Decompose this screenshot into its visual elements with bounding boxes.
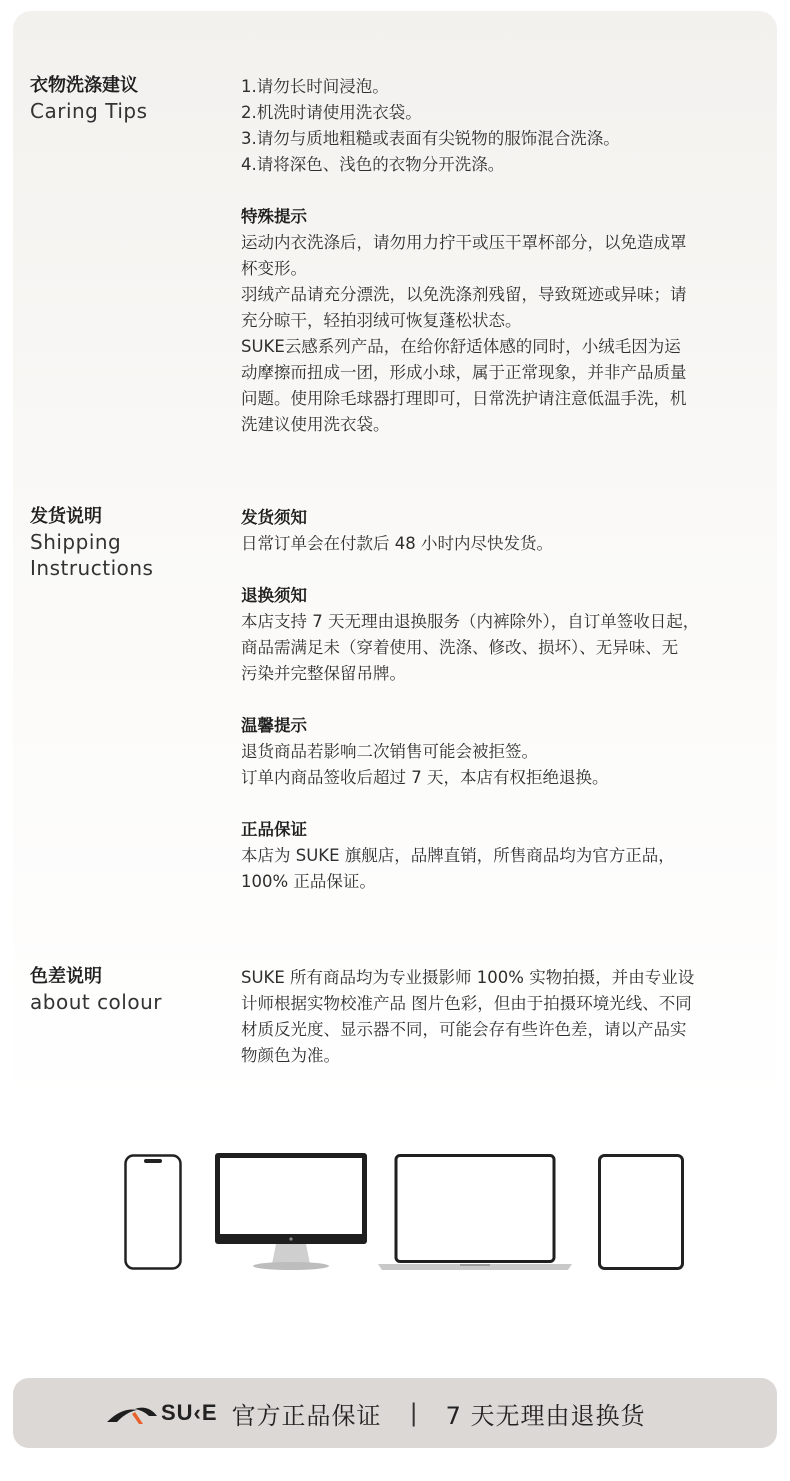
caring-subtitle: Caring Tips <box>30 99 148 123</box>
caring-title: 衣物洗涤建议 <box>30 75 138 96</box>
return-notice-line: 商品需满足未（穿着使用、洗涤、修改、损坏）、无异味、无 <box>241 638 679 657</box>
caring-tip: 3.请勿与质地粗糙或表面有尖锐物的服饰混合洗涤。 <box>241 129 620 148</box>
shipping-subtitle-line1: Shipping <box>30 530 122 554</box>
footer-guarantee: 官方正品保证 <box>231 1401 382 1430</box>
footer-banner <box>13 1378 777 1448</box>
caring-tip: 2.机洗时请使用洗衣袋。 <box>241 103 422 122</box>
special-tip-line: 充分晾干，轻拍羽绒可恢复蓬松状态。 <box>241 311 522 330</box>
caring-tip: 4.请将深色、浅色的衣物分开洗涤。 <box>241 155 505 174</box>
special-tip-line: 问题。使用除毛球器打理即可，日常洗护请注意低温手洗，机 <box>241 389 687 408</box>
colour-body <box>241 965 761 1069</box>
special-tip-line: 动摩擦而扭成一团，形成小球，属于正常现象，并非产品质量 <box>241 363 687 382</box>
special-tips-title: 特殊提示 <box>241 207 307 226</box>
special-tips <box>241 204 761 438</box>
colour-subtitle: about colour <box>30 990 162 1014</box>
return-notice-title: 退换须知 <box>241 586 307 605</box>
colour-line: 材质反光度、显示器不同，可能会存有些许色差，请以产品实 <box>241 1020 687 1039</box>
colour-line: 计师根据实物校准产品 图片色彩，但由于拍摄环境光线、不同 <box>241 994 692 1013</box>
caring-body <box>241 74 761 464</box>
authentic-guarantee-line: 本店为 SUKE 旗舰店，品牌直销，所售商品均为官方正品， <box>241 846 675 865</box>
warm-tips <box>241 713 761 791</box>
warm-tips-line: 退货商品若影响二次销售可能会被拒签。 <box>241 742 538 761</box>
shipping-notice <box>241 505 761 557</box>
laptop-icon <box>376 1154 574 1272</box>
shipping-notice-title: 发货须知 <box>241 508 307 527</box>
special-tip-line: 运动内衣洗涤后，请勿用力拧干或压干罩杯部分，以免造成罩 <box>241 233 687 252</box>
shipping-notice-line: 日常订单会在付款后 48 小时内尽快发货。 <box>241 534 553 553</box>
suke-logo-text: SU‹E <box>161 1400 218 1425</box>
colour-title: 色差说明 <box>30 966 102 987</box>
colour-label <box>30 965 230 1015</box>
tablet-icon <box>598 1154 684 1270</box>
info-card <box>13 11 777 1121</box>
shipping-subtitle-line2: Instructions <box>30 556 154 580</box>
authentic-guarantee <box>241 817 761 895</box>
caring-label <box>30 74 230 124</box>
authentic-guarantee-line: 100% 正品保证。 <box>241 872 376 891</box>
return-notice-line: 本店支持 7 天无理由退换服务（内裤除外），自订单签收日起， <box>241 612 700 631</box>
footer-content <box>105 1378 646 1448</box>
devices-illustration <box>0 1140 790 1280</box>
shipping-body <box>241 505 761 921</box>
special-tip-line: 洗建议使用洗衣袋。 <box>241 415 390 434</box>
caring-tips-list <box>241 74 761 178</box>
return-notice-line: 污染并完整保留吊牌。 <box>241 664 406 683</box>
special-tip-line: 杯变形。 <box>241 259 307 278</box>
monitor-icon <box>214 1152 368 1272</box>
footer-returns: 7 天无理由退换货 <box>445 1401 646 1430</box>
shipping-title: 发货说明 <box>30 506 102 527</box>
caring-tip: 1.请勿长时间浸泡。 <box>241 77 389 96</box>
warm-tips-title: 温馨提示 <box>241 716 307 735</box>
colour-line: SUKE 所有商品均为专业摄影师 100% 实物拍摄，并由专业设 <box>241 968 695 987</box>
suke-logo <box>105 1400 218 1426</box>
phone-icon <box>124 1154 182 1270</box>
warm-tips-line: 订单内商品签收后超过 7 天，本店有权拒绝退换。 <box>241 768 609 787</box>
special-tip-line: 羽绒产品请充分漂洗，以免洗涤剂残留，导致斑迹或异味；请 <box>241 285 687 304</box>
return-notice <box>241 583 761 687</box>
colour-line: 物颜色为准。 <box>241 1046 340 1065</box>
footer-separator: | <box>409 1399 418 1427</box>
suke-logo-mark-icon <box>105 1400 159 1426</box>
authentic-guarantee-title: 正品保证 <box>241 820 307 839</box>
special-tip-line: SUKE云感系列产品，在给你舒适体感的同时，小绒毛因为运 <box>241 337 681 356</box>
shipping-label <box>30 505 230 581</box>
